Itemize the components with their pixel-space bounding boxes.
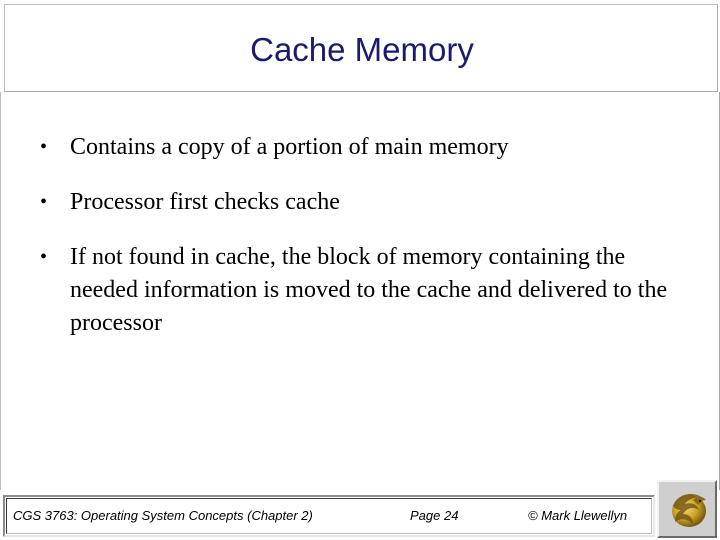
- slide-title: Cache Memory: [250, 31, 474, 68]
- pegasus-logo-icon: [663, 486, 711, 532]
- footer-course-title: CGS 3763: Operating System Concepts (Chapter 2): [13, 508, 313, 523]
- bullet-item: [40, 186, 690, 219]
- logo-box: [657, 480, 717, 538]
- bullet-marker: •: [40, 191, 48, 213]
- bullet-list: [40, 131, 690, 362]
- title-box: [4, 4, 718, 92]
- bullet-text: Processor first checks cache: [70, 189, 340, 215]
- bullet-item: [40, 241, 690, 340]
- bullet-marker: •: [40, 246, 48, 268]
- slide-footer: [3, 495, 655, 537]
- footer-page-number: Page 24: [410, 508, 459, 523]
- bullet-text: Contains a copy of a portion of main memory: [70, 134, 509, 160]
- bullet-marker: •: [40, 136, 48, 158]
- footer-copyright: © Mark Llewellyn: [528, 508, 628, 523]
- bullet-text: If not found in cache, the block of memory containing the needed information is moved to the cache and delivered to the processor: [70, 244, 668, 336]
- bullet-item: [40, 131, 690, 164]
